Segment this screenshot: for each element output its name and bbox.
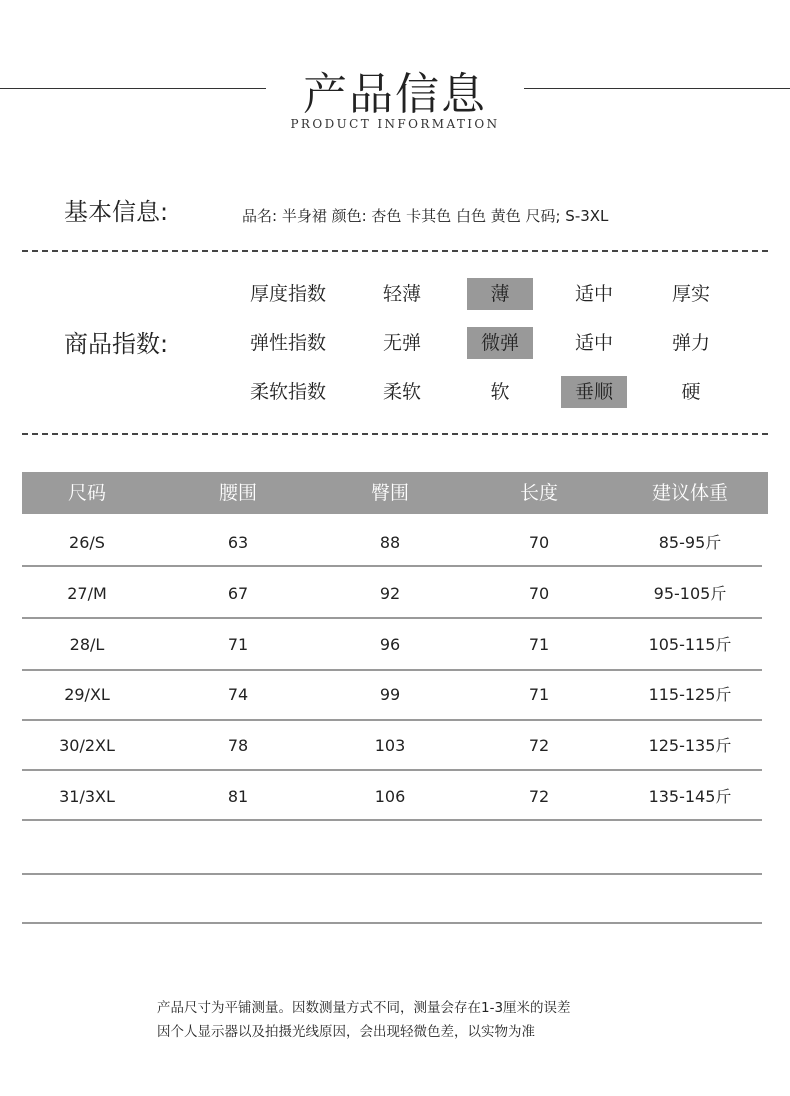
page-title: 产品信息 bbox=[303, 69, 487, 120]
table-cell: 85-95斤 bbox=[658, 533, 722, 552]
index-row-name: 柔软指数 bbox=[249, 381, 326, 403]
table-cell: 106 bbox=[374, 787, 406, 806]
table-cell: 74 bbox=[227, 685, 249, 704]
table-row-divider bbox=[22, 719, 762, 721]
index-option: 厚实 bbox=[671, 283, 710, 305]
table-cell: 105-115斤 bbox=[648, 635, 732, 654]
index-option: 硬 bbox=[681, 381, 701, 403]
table-cell: 29/XL bbox=[64, 685, 110, 704]
index-option: 轻薄 bbox=[382, 283, 421, 305]
product-index-label: 商品指数: bbox=[64, 330, 169, 358]
table-cell: 31/3XL bbox=[59, 787, 115, 806]
index-row-name: 弹性指数 bbox=[249, 332, 326, 354]
dashed-divider-top bbox=[22, 250, 768, 252]
table-cell: 70 bbox=[528, 533, 550, 552]
table-cell: 63 bbox=[227, 533, 249, 552]
table-header-cell: 建议体重 bbox=[651, 482, 728, 504]
table-header-cell: 尺码 bbox=[67, 482, 106, 504]
table-cell: 81 bbox=[227, 787, 249, 806]
table-cell: 135-145斤 bbox=[648, 787, 732, 806]
table-cell: 125-135斤 bbox=[648, 736, 732, 755]
table-row-divider bbox=[22, 873, 762, 875]
table-header-cell: 长度 bbox=[519, 482, 558, 504]
dashed-divider-bottom bbox=[22, 433, 768, 435]
footer-note-color: 因个人显示器以及拍摄光线原因，会出现轻微色差，以实物为准 bbox=[157, 1024, 535, 1040]
table-row-divider bbox=[22, 565, 762, 567]
size-table-header bbox=[22, 472, 768, 514]
table-cell: 72 bbox=[528, 736, 550, 755]
index-option: 柔软 bbox=[382, 381, 421, 403]
table-cell: 115-125斤 bbox=[648, 685, 732, 704]
table-cell: 30/2XL bbox=[59, 736, 115, 755]
table-row-divider bbox=[22, 617, 762, 619]
index-option: 软 bbox=[490, 381, 510, 403]
table-cell: 88 bbox=[379, 533, 401, 552]
table-cell: 71 bbox=[528, 685, 550, 704]
basic-info-value: 品名: 半身裙 颜色: 杏色 卡其色 白色 黄色 尺码; S-3XL bbox=[242, 207, 609, 225]
table-cell: 72 bbox=[528, 787, 550, 806]
table-cell: 92 bbox=[379, 584, 401, 603]
table-cell: 103 bbox=[374, 736, 406, 755]
table-cell: 71 bbox=[227, 635, 249, 654]
index-option: 适中 bbox=[574, 283, 613, 305]
index-option: 适中 bbox=[574, 332, 613, 354]
table-header-cell: 腰围 bbox=[218, 482, 257, 504]
table-row-divider bbox=[22, 769, 762, 771]
page-subtitle: PRODUCT INFORMATION bbox=[290, 117, 500, 131]
table-cell: 67 bbox=[227, 584, 249, 603]
table-row-divider bbox=[22, 922, 762, 924]
index-option: 垂顺 bbox=[561, 376, 627, 408]
index-option: 薄 bbox=[467, 278, 533, 310]
table-cell: 70 bbox=[528, 584, 550, 603]
table-cell: 78 bbox=[227, 736, 249, 755]
basic-info-label: 基本信息: bbox=[64, 198, 169, 226]
table-cell: 26/S bbox=[69, 533, 105, 552]
table-cell: 71 bbox=[528, 635, 550, 654]
index-option: 无弹 bbox=[382, 332, 421, 354]
footer-note-measurement: 产品尺寸为平铺测量。因数测量方式不同，测量会存在1-3厘米的误差 bbox=[157, 1000, 571, 1016]
table-row-divider bbox=[22, 819, 762, 821]
table-cell: 99 bbox=[379, 685, 401, 704]
table-cell: 95-105斤 bbox=[653, 584, 727, 603]
table-cell: 96 bbox=[379, 635, 401, 654]
table-cell: 27/M bbox=[67, 584, 107, 603]
index-option: 弹力 bbox=[671, 332, 710, 354]
table-cell: 28/L bbox=[69, 635, 105, 654]
index-row-name: 厚度指数 bbox=[249, 283, 326, 305]
table-header-cell: 臀围 bbox=[370, 482, 409, 504]
index-option: 微弹 bbox=[467, 327, 533, 359]
table-row-divider bbox=[22, 669, 762, 671]
